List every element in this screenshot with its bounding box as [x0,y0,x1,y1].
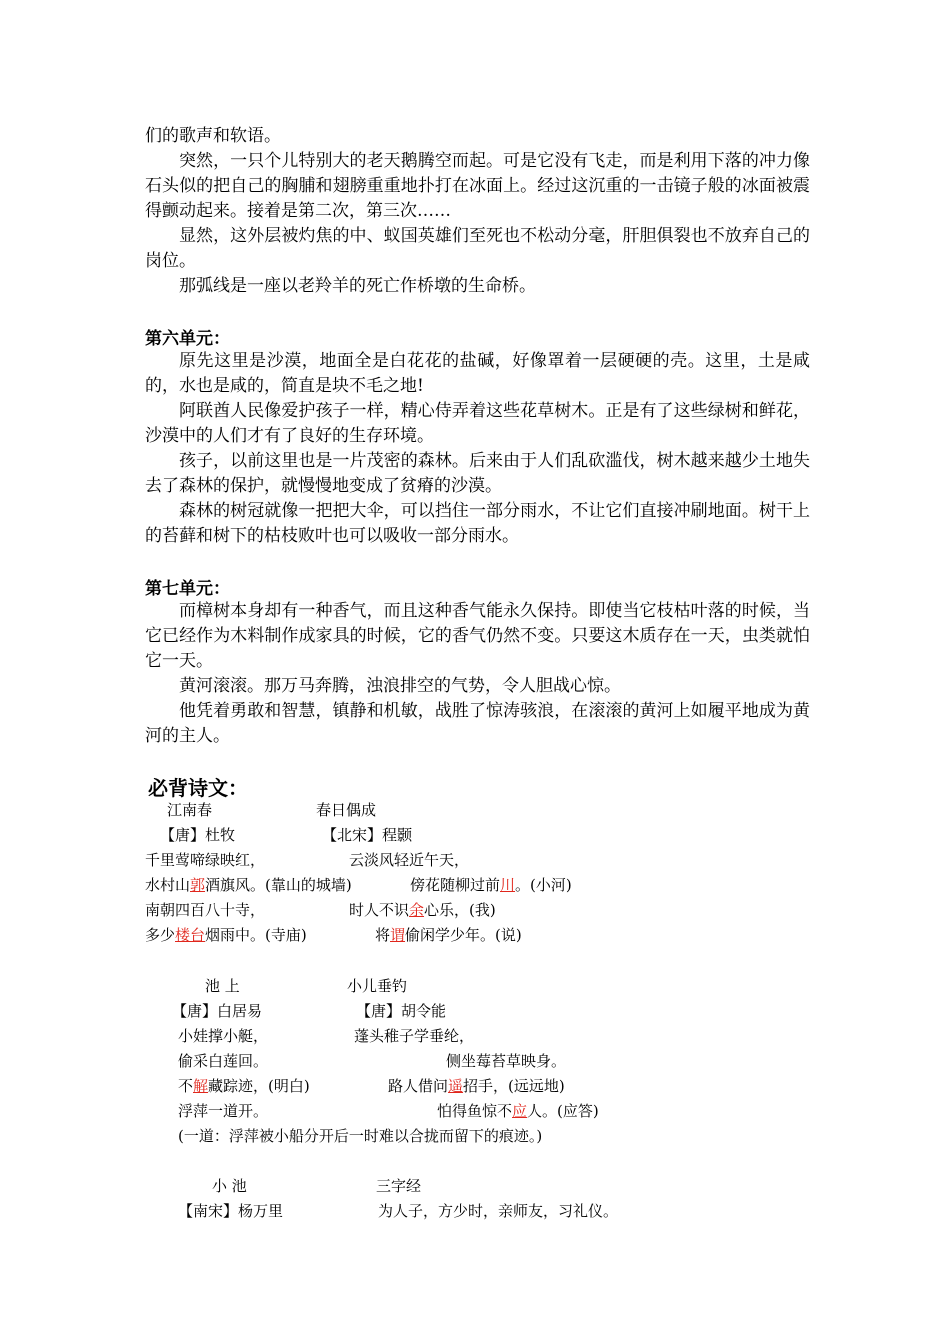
poem-author-chenghao: 【北宋】程颢 [322,826,413,844]
poem2-line-2: 傍花随柳过前川。(小河) [410,876,572,894]
poem4-line-1: 蓬头稚子学垂纶， [354,1027,475,1045]
poem3-line-4: 浮萍一道开。 [178,1102,269,1120]
poem-author-baijuyi: 【唐】白居易 [172,1002,263,1020]
unit7-paragraph-2: 黄河滚滚。那万马奔腾，浊浪排空的气势，令人胆战心惊。 [179,676,621,696]
highlight-word: 应 [512,1102,528,1120]
unit6-paragraph-2: 阿联酋人民像爱护孩子一样，精心侍弄着这些花草树木。正是有了这些绿树和鲜花，沙漠中的人们才有了良好的生存环境。 [145,401,810,446]
unit5-paragraph-antelope: 那弧线是一座以老羚羊的死亡作桥墩的生命桥。 [179,276,536,296]
poem3-note: (一道：浮萍被小船分开后一时难以合拢而留下的痕迹。) [178,1127,543,1145]
poem-title-jiangnanchun: 江南春 [167,801,213,819]
unit5-paragraph-swan: 突然，一只个儿特别大的老天鹅腾空而起。可是它没有飞走，而是利用下落的冲力像石头似的把自己的胸脯和翅膀重重地扑打在冰面上。经过这沉重的一击镜子般的冰面被震得颤动起来。接着是第二次，第三次…… [145,151,810,221]
poem1-line-4: 多少楼台烟雨中。(寺庙) [145,926,307,944]
poem1-line-2: 水村山郭酒旗风。(靠山的城墙) [145,876,352,894]
poem4-line-2: 侧坐莓苔草映身。 [446,1052,567,1070]
unit5-paragraph-ants: 显然，这外层被灼焦的中、蚁国英雄们至死也不松动分毫，肝胆俱裂也不放弃自己的岗位。 [145,226,810,271]
highlight-word: 遥 [448,1077,464,1095]
poem4-line-3: 路人借问遥招手，(远远地) [388,1077,565,1095]
highlight-word: 余 [409,901,425,919]
poem3-line-2: 偷采白莲回。 [178,1052,269,1070]
poem-title-chunri: 春日偶成 [316,801,377,819]
unit6-paragraph-4: 森林的树冠就像一把把大伞，可以挡住一部分雨水，不让它们直接冲刷地面。树干上的苔藓和树下的枯枝败叶也可以吸收一部分雨水。 [145,501,810,546]
poem2-line-3: 时人不识余心乐，(我) [349,901,496,919]
poem-title-chishang: 池 上 [205,977,240,995]
poem1-line-3: 南朝四百八十寺， [145,901,266,919]
highlight-word: 郭 [190,876,206,894]
poem1-line-1: 千里莺啼绿映红， [145,851,266,869]
poem-author-dumu: 【唐】杜牧 [160,826,236,844]
unit7-paragraph-3: 他凭着勇敢和智慧，镇静和机敏，战胜了惊涛骇浪，在滚滚的黄河上如履平地成为黄河的主人。 [145,701,810,746]
highlight-word: 川 [500,876,516,894]
poem2-line-4: 将谓偷闲学少年。(说) [375,926,522,944]
sanzijing-line-1: 为人子，方少时，亲师友，习礼仪。 [378,1202,619,1220]
unit5-paragraph-tail: 们的歌声和软语。 [145,126,281,146]
poem3-line-1: 小娃撑小艇， [178,1027,269,1045]
highlight-word: 谓 [390,926,406,944]
highlight-word: 楼台 [175,926,206,944]
unit7-paragraph-1: 而樟树本身却有一种香气，而且这种香气能永久保持。即使当它枝枯叶落的时候，当它已经作为木料制作成家具的时候，它的香气仍然不变。只要这木质存在一天，虫类就怕它一天。 [145,601,810,671]
unit6-heading: 第六单元： [145,329,230,349]
highlight-word: 解 [193,1077,209,1095]
poem-title-xiaoer: 小儿垂钓 [347,977,408,995]
poem4-line-4: 怕得鱼惊不应人。(应答) [437,1102,599,1120]
unit6-paragraph-1: 原先这里是沙漠，地面全是白花花的盐碱，好像罩着一层硬硬的壳。这里，土是咸的，水也是咸的，简直是块不毛之地! [145,351,810,396]
poem3-line-3: 不解藏踪迹，(明白) [178,1077,310,1095]
poem-title-xiaochi: 小 池 [212,1177,247,1195]
poem-author-yangwanli: 【南宋】杨万里 [178,1202,284,1220]
unit7-heading: 第七单元： [145,579,230,599]
poem2-line-1: 云淡风轻近午天， [349,851,470,869]
unit6-paragraph-3: 孩子，以前这里也是一片茂密的森林。后来由于人们乱砍滥伐，树木越来越少土地失去了森林的保护，就慢慢地变成了贫瘠的沙漠。 [145,451,810,496]
poem-title-sanzijing: 三字经 [376,1177,422,1195]
poems-heading: 必背诗文： [148,776,248,800]
poem-author-hulingneng: 【唐】胡令能 [356,1002,447,1020]
